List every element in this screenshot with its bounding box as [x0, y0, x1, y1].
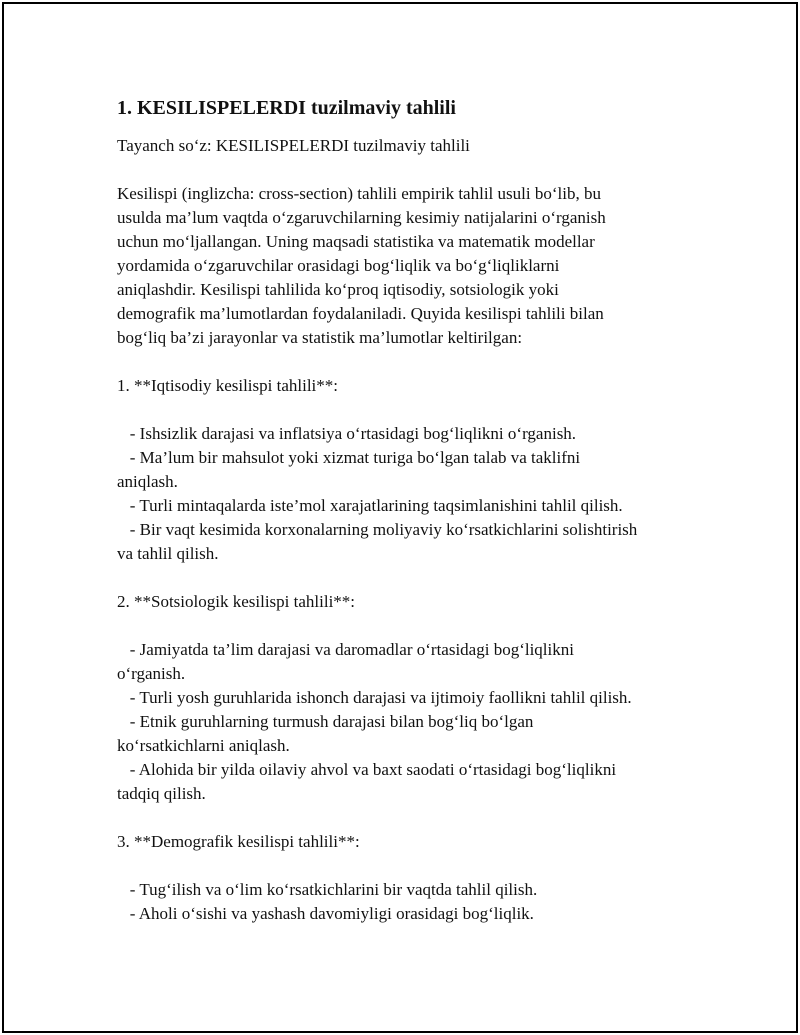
intro-line: Kesilispi (inglizcha: cross-section) tahlili empirik tahlil usuli bo‘lib, bu	[117, 184, 601, 203]
section-economic	[117, 374, 697, 566]
intro-line: yordamida o‘zgaruvchilar orasidagi bog‘liqlik va bo‘g‘liqliklarni	[117, 256, 560, 275]
section-heading: 3. **Demografik kesilispi tahlili**:	[117, 832, 360, 851]
document-title: 1. KESILISPELERDI tuzilmaviy tahlili	[117, 97, 456, 119]
spacer	[117, 158, 697, 182]
list-item: va tahlil qilish.	[117, 544, 219, 563]
spacer	[117, 614, 697, 638]
spacer	[117, 398, 697, 422]
list-item: - Jamiyatda ta’lim darajasi va daromadlar o‘rtasidagi bog‘liqlikni	[117, 640, 574, 659]
list-item: - Turli yosh guruhlarida ishonch darajasi va ijtimoiy faollikni tahlil qilish.	[117, 688, 632, 707]
list-item: - Etnik guruhlarning turmush darajasi bilan bog‘liq bo‘lgan	[117, 712, 534, 731]
spacer	[117, 566, 697, 590]
intro-line: aniqlashdir. Kesilispi tahlilida ko‘proq iqtisodiy, sotsiologik yoki	[117, 280, 559, 299]
intro-paragraph	[117, 182, 697, 350]
list-item: - Tug‘ilish va o‘lim ko‘rsatkichlarini bir vaqtda tahlil qilish.	[117, 880, 538, 899]
list-item: tadqiq qilish.	[117, 784, 206, 803]
intro-line: bog‘liq ba’zi jarayonlar va statistik ma’lumotlar keltirilgan:	[117, 328, 523, 347]
list-item: - Bir vaqt kesimida korxonalarning moliyaviy ko‘rsatkichlarini solishtirish	[117, 520, 638, 539]
keyword-line: Tayanch so‘z: KESILISPELERDI tuzilmaviy tahlili	[117, 136, 470, 155]
section-sociological	[117, 590, 697, 806]
list-item: - Ma’lum bir mahsulot yoki xizmat turiga bo‘lgan talab va taklifni	[117, 448, 581, 467]
list-item: o‘rganish.	[117, 664, 186, 683]
list-item: - Ishsizlik darajasi va inflatsiya o‘rtasidagi bog‘liqlikni o‘rganish.	[117, 424, 577, 443]
spacer	[117, 854, 697, 878]
section-heading: 2. **Sotsiologik kesilispi tahlili**:	[117, 592, 356, 611]
intro-line: usulda ma’lum vaqtda o‘zgaruvchilarning kesimiy natijalarini o‘rganish	[117, 208, 606, 227]
list-item: aniqlash.	[117, 472, 178, 491]
list-item: - Aholi o‘sishi va yashash davomiyligi orasidagi bog‘liqlik.	[117, 904, 534, 923]
intro-line: uchun mo‘ljallangan. Uning maqsadi statistika va matematik modellar	[117, 232, 595, 251]
list-item: - Turli mintaqalarda iste’mol xarajatlarining taqsimlanishini tahlil qilish.	[117, 496, 623, 515]
intro-line: demografik ma’lumotlardan foydalaniladi. Quyida kesilispi tahlili bilan	[117, 304, 604, 323]
document-body	[117, 96, 697, 926]
spacer	[117, 806, 697, 830]
list-item: ko‘rsatkichlarni aniqlash.	[117, 736, 290, 755]
spacer	[117, 350, 697, 374]
section-demographic	[117, 830, 697, 926]
section-heading: 1. **Iqtisodiy kesilispi tahlili**:	[117, 376, 338, 395]
list-item: - Alohida bir yilda oilaviy ahvol va baxt saodati o‘rtasidagi bog‘liqlikni	[117, 760, 617, 779]
